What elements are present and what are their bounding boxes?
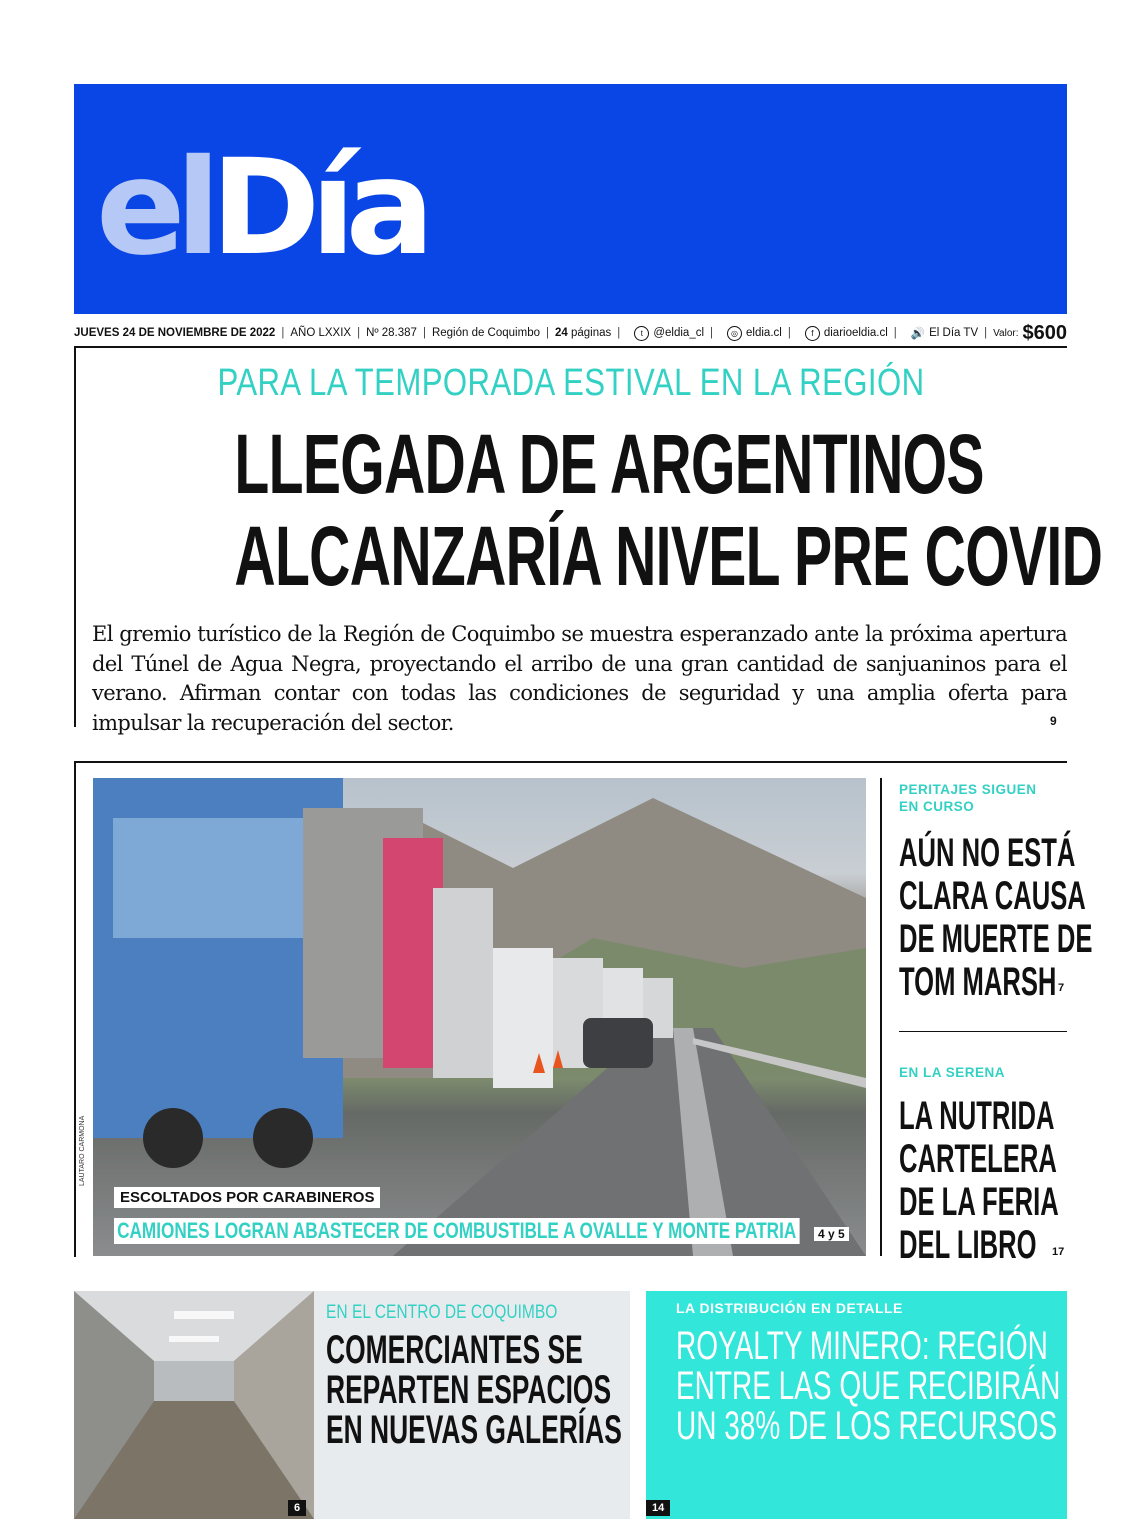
newspaper-logo: elDía [96,131,425,285]
sidebar-story1-page-ref: 7 [1058,982,1065,994]
bottom-right-page-ref: 14 [646,1500,670,1516]
photo-section-rule [74,761,1067,763]
sidebar-story2-page-ref: 17 [1052,1246,1065,1258]
bottom-left-page-ref: 6 [288,1500,306,1516]
photo-page-ref: 4 y 5 [814,1227,849,1241]
sidebar-story2-headline[interactable]: LA NUTRIDA CARTELERA DE LA FERIA DEL LIBRO [899,1094,1059,1267]
edition-info-bar: JUEVES 24 DE NOVIEMBRE DE 2022 | AÑO LXXIX | Nº 28.387 | Región de Coquimbo | 24 páginas | t @eldia_cl | ◎ eldia.cl | f diarioeldia.cl | 🔊 El Día TV | Valor: $600 [74,320,1067,348]
tv-link[interactable]: 🔊 El Día TV [910,327,979,340]
facebook-handle[interactable]: f diarioeldia.cl [805,326,888,341]
gallery-interior-illustration [74,1291,314,1519]
sidebar-story1-kicker: PERITAJES SIGUEN EN CURSO [899,782,1037,814]
lead-kicker: PARA LA TEMPORADA ESTIVAL EN LA REGIÓN [217,362,925,404]
lead-headline-line: LLEGADA DE ARGENTINOS [234,417,984,511]
instagram-handle[interactable]: ◎ eldia.cl [727,326,782,341]
pages-label: páginas [570,327,612,339]
trucks-convoy-photo[interactable] [93,778,866,1256]
photo-caption-title[interactable]: CAMIONES LOGRAN ABASTECER DE COMBUSTIBLE A OVALLE Y MONTE PATRIA [114,1218,799,1244]
edition-region: Región de Coquimbo [431,327,540,339]
masthead [74,84,1067,314]
edition-year: AÑO LXXIX [290,327,352,339]
bottom-left-headline[interactable]: COMERCIANTES SE REPARTEN ESPACIOS EN NUEVAS GALERÍAS [326,1328,622,1452]
edition-number: Nº 28.387 [366,327,417,339]
instagram-icon: ◎ [727,326,742,341]
price-value: $600 [1022,321,1067,344]
price-label: Valor: [993,327,1019,339]
sidebar-story2-kicker: EN LA SERENA [899,1065,1006,1080]
twitter-icon: t [634,326,649,341]
lead-body: El gremio turístico de la Región de Coquimbo se muestra esperanzado ante la próxima apertura del Túnel de Agua Negra, proyectando el arribo de una gran cantidad de sanjuaninos para el verano. Afirman contar con todas las condiciones de seguridad y una amplia oferta para impulsar la recuperación del sector. [92,622,1067,735]
sidebar-divider [899,1031,1067,1032]
trucks-convoy-illustration [93,778,866,1256]
sidebar-story1-headline[interactable]: AÚN NO ESTÁ CLARA CAUSA DE MUERTE DE TOM MARSH [899,831,1093,1004]
bottom-right-kicker: LA DISTRIBUCIÓN EN DETALLE [676,1300,903,1316]
edition-date: JUEVES 24 DE NOVIEMBRE DE 2022 [74,327,276,339]
photo-section-left-rule [74,761,76,1257]
photo-credit: LAUTARO CARMONA [79,1115,86,1186]
twitter-handle[interactable]: t @eldia_cl [634,326,704,341]
pages-count: 24 [554,327,568,339]
gallery-interior-photo[interactable] [74,1291,314,1519]
lead-headline[interactable] [76,417,1103,603]
lead-headline-line: ALCANZARÍA NIVEL PRE COVID [234,509,1103,603]
bottom-right-headline[interactable]: ROYALTY MINERO: REGIÓN ENTRE LAS QUE RECIBIRÁN UN 38% DE LOS RECURSOS [676,1324,1061,1448]
speaker-icon: 🔊 [910,328,926,340]
photo-caption-label: ESCOLTADOS POR CARABINEROS [114,1187,380,1208]
lead-page-ref: 9 [1050,714,1057,728]
sidebar-rule [880,778,882,1256]
bottom-left-kicker: EN EL CENTRO DE COQUIMBO [326,1302,558,1323]
facebook-icon: f [805,326,820,341]
